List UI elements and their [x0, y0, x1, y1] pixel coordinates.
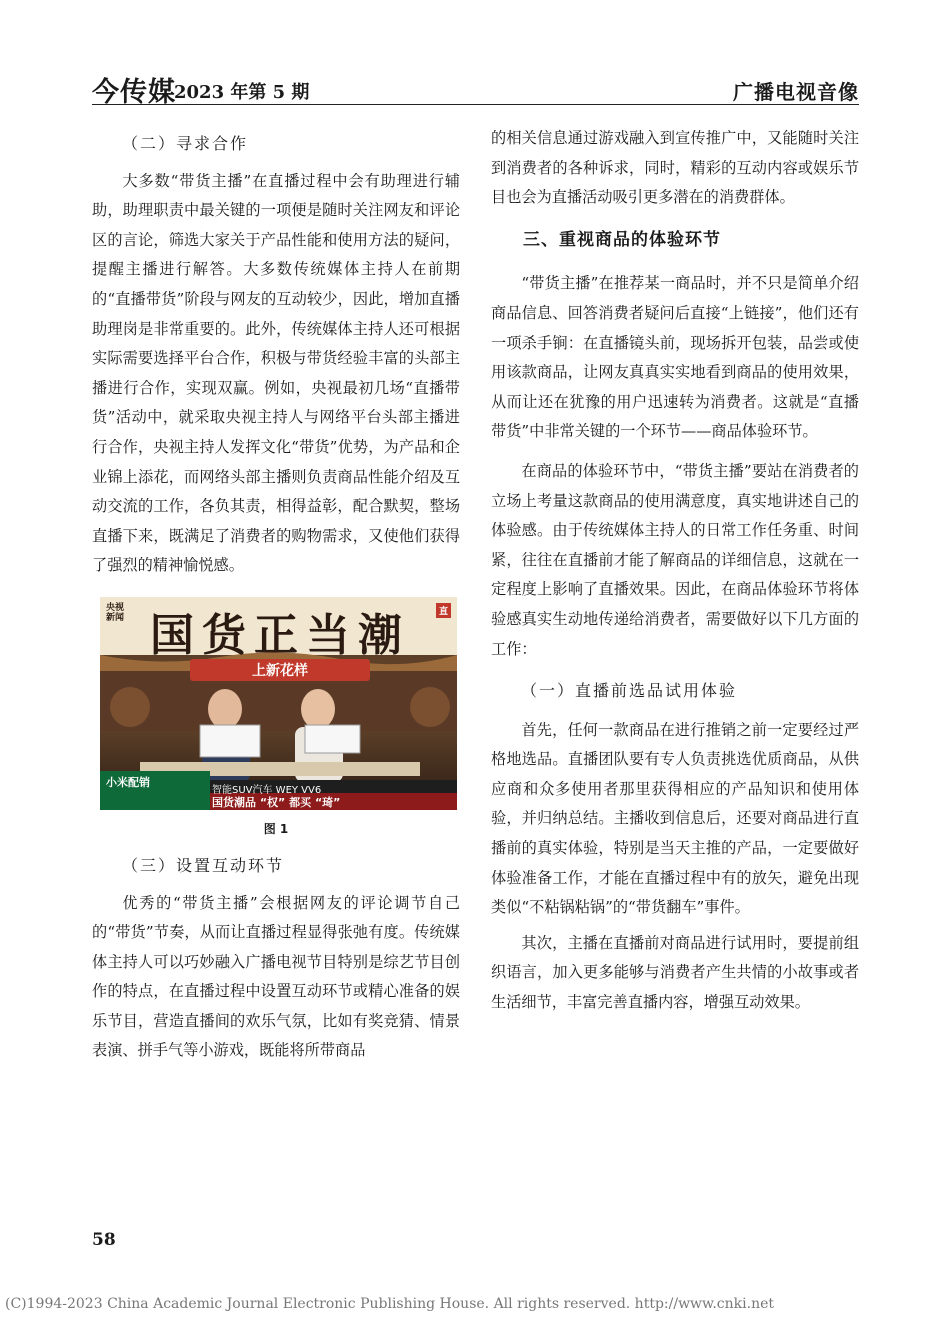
- figure-sub-banner: 上新花样: [252, 662, 308, 679]
- paragraph: 优秀的“带货主播”会根据网友的评论调节自己的“带货”节奏，从而让直播过程显得张弛有度。传统媒体主持人可以巧妙融入广播电视节目特别是综艺节目创作的特点，在直播过程中设置互动环节或精心准备的娱乐节目，营造直播间的欢乐气氛，比如有奖竞猜、情景表演、拼手气等小游戏，既能将所带商品: [92, 893, 460, 1060]
- paragraph-continued: 的相关信息通过游戏融入到宣传推广中，又能随时关注到消费者的各种诉求，同时，精彩的互动内容或娱乐节目也会为直播活动吸引更多潜在的消费群体。: [491, 129, 859, 207]
- livestream-figure: [100, 597, 457, 810]
- figure-banner-title: 国货正当潮: [150, 609, 410, 661]
- copyright-footer: (C)1994-2023 China Academic Journal Electronic Publishing House. All rights reserved. http://www.cnki.net: [5, 1296, 775, 1312]
- paragraph: 首先，任何一款商品在进行推销之前一定要经过严格地选品。直播团队要有专人负责挑选优质商品，从供应商和众多使用者那里获得相应的产品知识和使用体验，并归纳总结。主播收到信息后，还要对商品进行直播前的真实体验，特别是当天主推的产品，一定要做好体验准备工作，才能在直播过程中有的放矢，避免出现类似“不粘锅粘锅”的“带货翻车”事件。: [491, 720, 859, 917]
- subheading-interaction: （三）设置互动环节: [122, 855, 285, 875]
- figure-caption-top: 智能SUV汽车 WEY VV6: [212, 784, 322, 796]
- journal-name: 今传媒: [92, 77, 176, 108]
- page-header: [92, 64, 859, 108]
- page-number: 58: [92, 1230, 116, 1250]
- section-name: 广播电视音像: [733, 80, 859, 104]
- left-column: [92, 124, 460, 1066]
- figure-caption-main: 国货潮品 “权” 都买 “琦”: [212, 795, 341, 809]
- figure-corner-logo: 央视 新闻: [106, 602, 125, 623]
- subheading-trial: （一）直播前选品试用体验: [521, 681, 738, 701]
- subheading-cooperation: （二）寻求合作: [122, 134, 249, 153]
- figure-left-badge: 小米配销: [106, 775, 150, 789]
- paragraph: “带货主播”在推荐某一商品时，并不只是简单介绍商品信息、回答消费者疑问后直接“上链接”，他们还有一项杀手锏：在直播镜头前，现场拆开包装，品尝或使用该款商品，让网友真真实实地看到商品的使用效果，从而让还在犹豫的用户迅速转为消费者。这就是“直播带货”中非常关键的一个环节——商品体验环节。: [491, 274, 859, 441]
- figure-caption: 图 1: [263, 821, 289, 836]
- paragraph: 大多数“带货主播”在直播过程中会有助理进行辅助，助理职责中最关键的一项便是随时关注网友和评论区的言论，筛选大家关于产品性能和使用方法的疑问，提醒主播进行解答。大多数传统媒体主持人在前期的“直播带货”阶段与网友的互动较少，因此，增加直播助理岗是非常重要的。此外，传统媒体主持人还可根据实际需要选择平台合作，积极与带货经验丰富的头部主播进行合作，实现双赢。例如，央视最初几场“直播带货”活动中，就采取央视主持人与网络平台头部主播进行合作，央视主持人发挥文化“带货”优势，为产品和企业锦上添花，而网络头部主播则负责商品性能介绍及互动交流的工作，各负其责，相得益彰，配合默契，整场直播下来，既满足了消费者的购物需求，又使他们获得了强烈的精神愉悦感。: [92, 171, 460, 575]
- paragraph: 其次，主播在直播前对商品进行试用时，要提前组织语言，加入更多能够与消费者产生共情的小故事或者生活细节，丰富完善直播内容，增强互动效果。: [491, 933, 859, 1012]
- paragraph: 在商品的体验环节中，“带货主播”要站在消费者的立场上考量这款商品的使用满意度，真实地讲述自己的体验感。由于传统媒体主持人的日常工作任务重、时间紧，往往在直播前才能了解商品的详细信息，这就在一定程度上影响了直播效果。因此，在商品体验环节将体验感真实生动地传递给消费者，需要做好以下几方面的工作：: [491, 461, 859, 658]
- header-rule: [92, 104, 859, 105]
- section-heading: 三、重视商品的体验环节: [523, 229, 721, 250]
- right-column: [491, 124, 859, 1018]
- figure-corner-badge: 直: [436, 603, 451, 618]
- issue-label: 2023 年第 5 期: [174, 82, 310, 103]
